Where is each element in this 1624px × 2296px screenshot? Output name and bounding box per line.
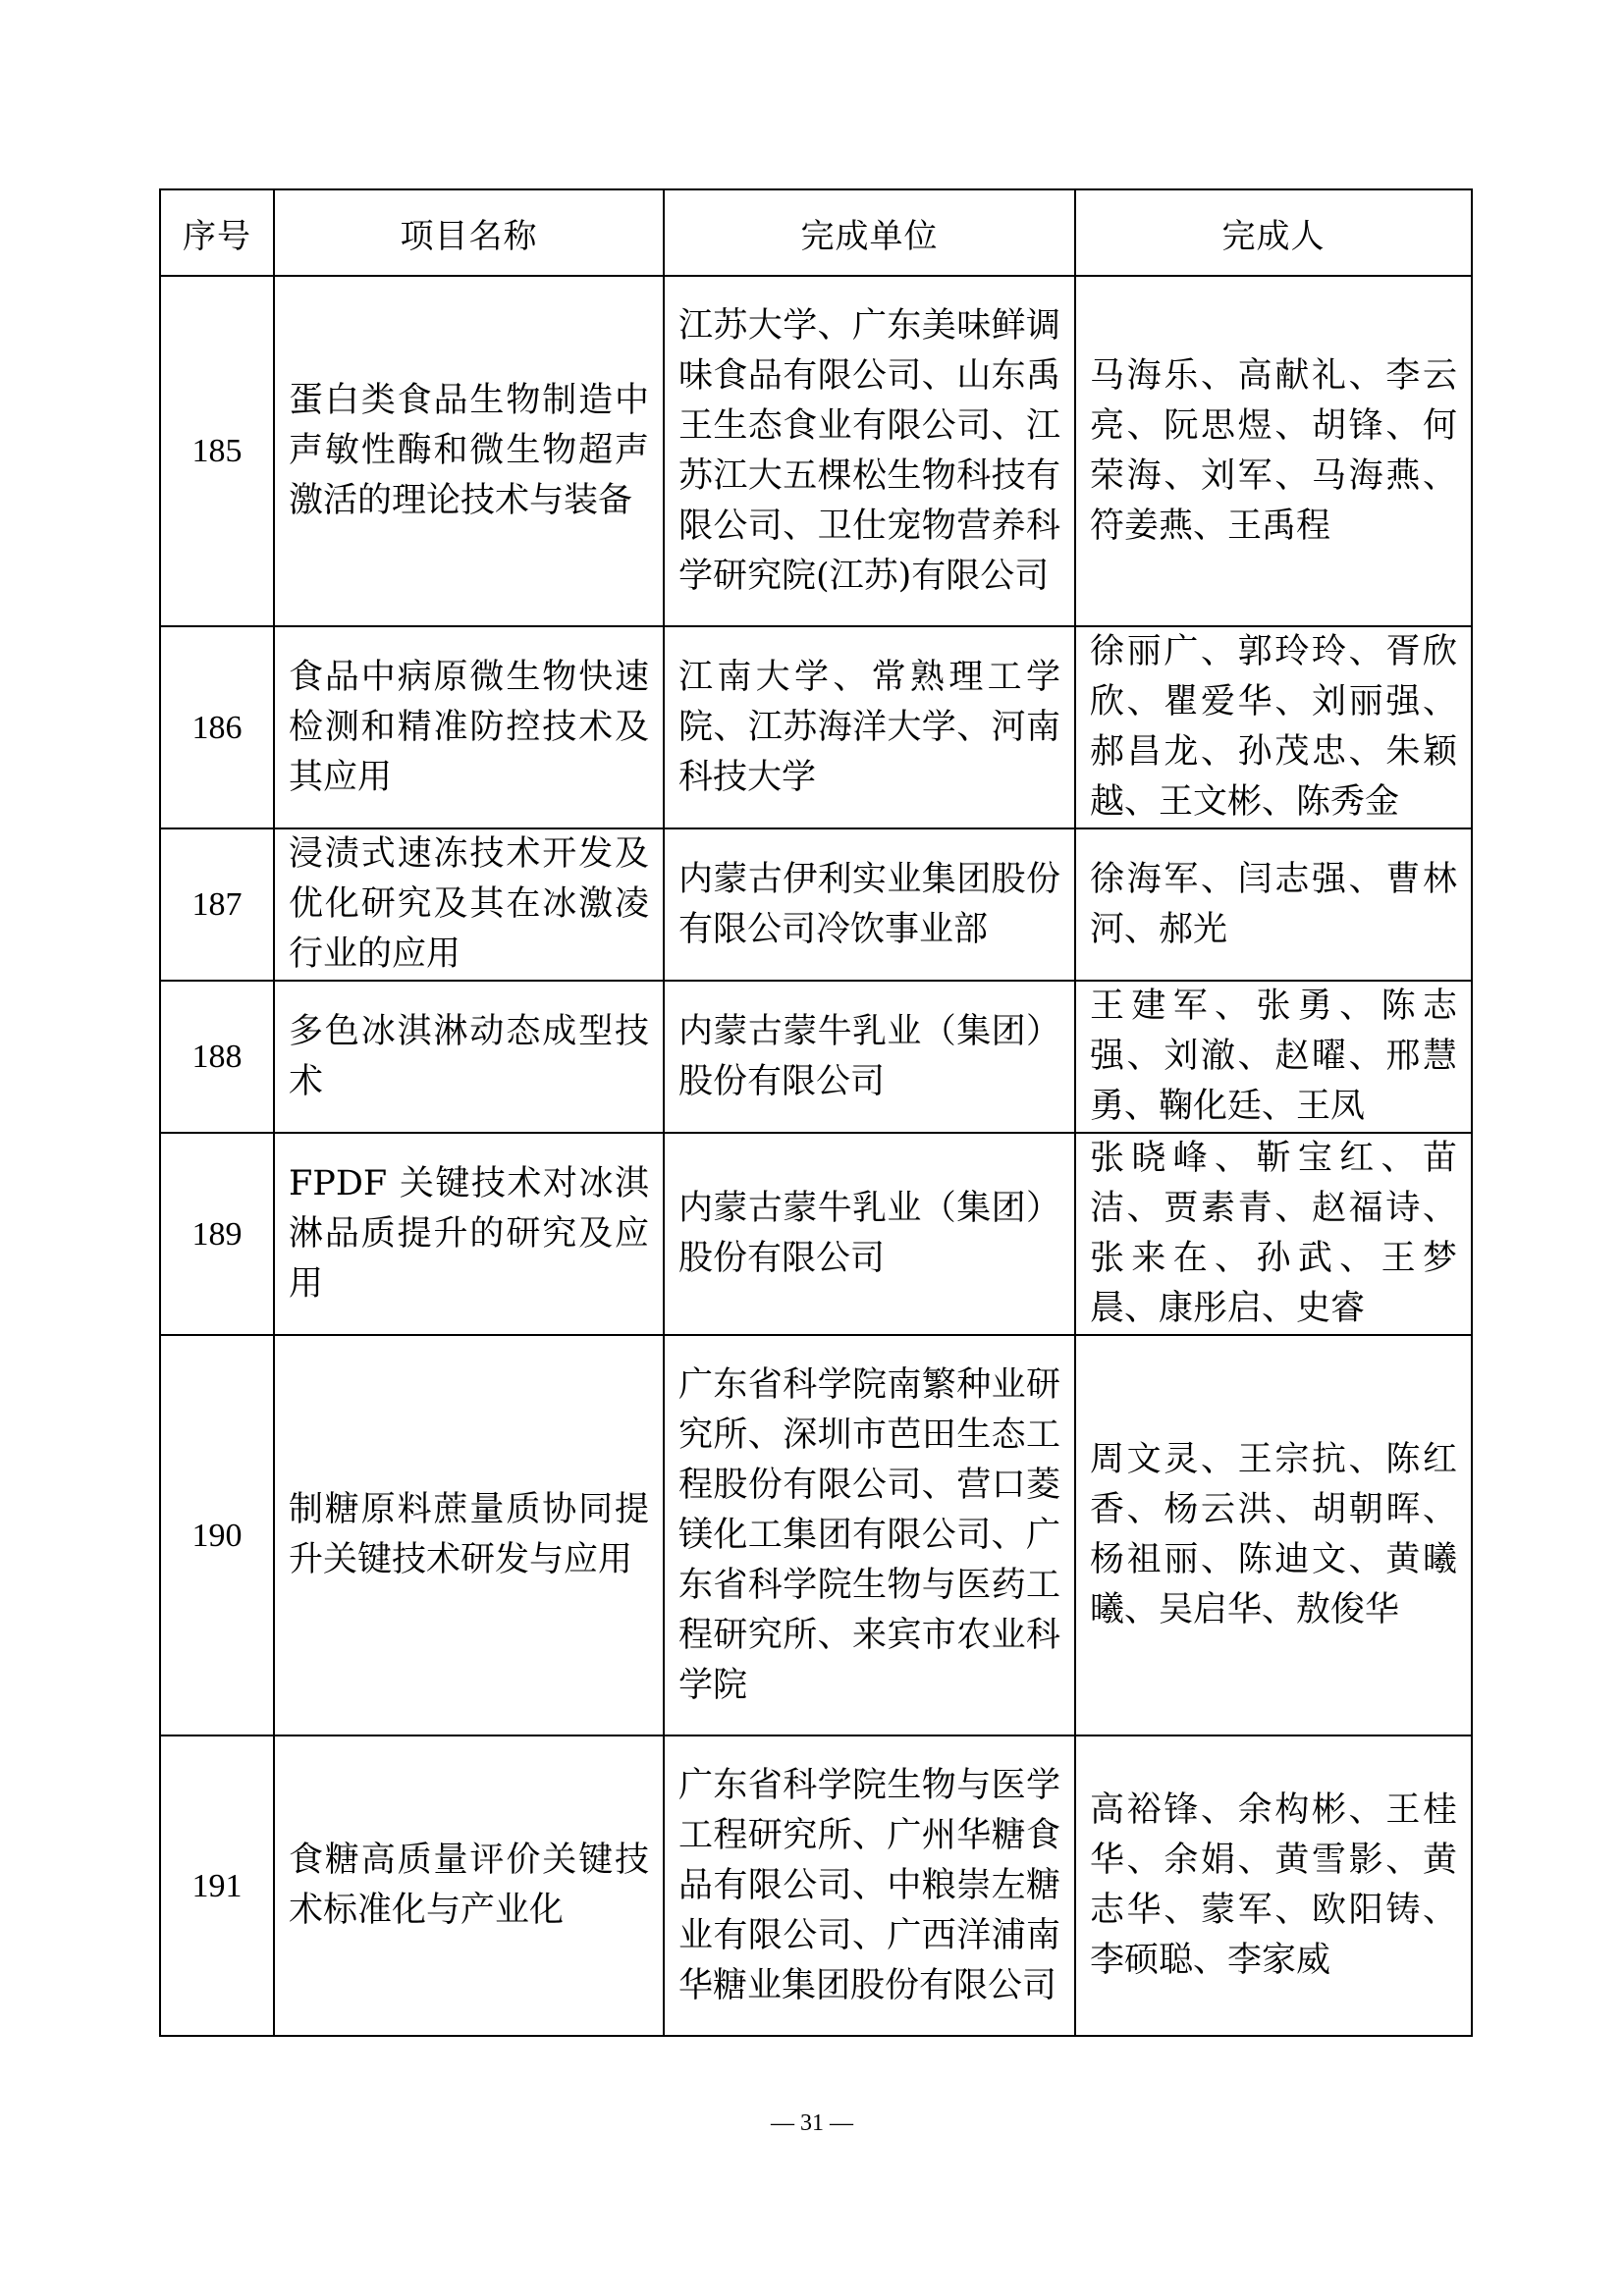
completing-units: 内蒙古蒙牛乳业（集团）股份有限公司 — [664, 981, 1075, 1133]
table-row — [160, 276, 1472, 626]
table-row — [160, 828, 1472, 981]
completing-persons: 高裕锋、余构彬、王桂华、余娟、黄雪影、黄志华、蒙军、欧阳铸、李硕聪、李家威 — [1075, 1735, 1472, 2036]
header-serial: 序号 — [160, 189, 274, 276]
completing-persons: 周文灵、王宗抗、陈红香、杨云洪、胡朝晖、杨祖丽、陈迪文、黄曦曦、吴启华、敖俊华 — [1075, 1335, 1472, 1735]
table-row — [160, 981, 1472, 1133]
project-name: 蛋白类食品生物制造中声敏性酶和微生物超声激活的理论技术与装备 — [274, 276, 664, 626]
completing-units: 广东省科学院生物与医学工程研究所、广州华糖食品有限公司、中粮崇左糖业有限公司、广西洋浦南华糖业集团股份有限公司 — [664, 1735, 1075, 2036]
completing-persons: 张晓峰、靳宝红、苗洁、贾素青、赵福诗、张来在、孙武、王梦晨、康彤启、史睿 — [1075, 1133, 1472, 1335]
row-number: 186 — [160, 626, 274, 828]
project-name: 浸渍式速冻技术开发及优化研究及其在冰激凌行业的应用 — [274, 828, 664, 981]
row-number: 189 — [160, 1133, 274, 1335]
project-name: 食品中病原微生物快速检测和精准防控技术及其应用 — [274, 626, 664, 828]
table-row — [160, 626, 1472, 828]
completing-persons: 徐丽广、郭玲玲、胥欣欣、瞿爱华、刘丽强、郝昌龙、孙茂忠、朱颖越、王文彬、陈秀金 — [1075, 626, 1472, 828]
table-row — [160, 1335, 1472, 1735]
completing-units: 江苏大学、广东美味鲜调味食品有限公司、山东禹王生态食业有限公司、江苏江大五棵松生物科技有限公司、卫仕宠物营养科学研究院(江苏)有限公司 — [664, 276, 1075, 626]
row-number: 187 — [160, 828, 274, 981]
project-name: 食糖高质量评价关键技术标准化与产业化 — [274, 1735, 664, 2036]
completing-persons: 王建军、张勇、陈志强、刘澈、赵曜、邢慧勇、鞠化廷、王凤 — [1075, 981, 1472, 1133]
project-name: 制糖原料蔗量质协同提升关键技术研发与应用 — [274, 1335, 664, 1735]
completing-units: 江南大学、常熟理工学院、江苏海洋大学、河南科技大学 — [664, 626, 1075, 828]
header-project-name: 项目名称 — [274, 189, 664, 276]
completing-units: 内蒙古伊利实业集团股份有限公司冷饮事业部 — [664, 828, 1075, 981]
table-row — [160, 1133, 1472, 1335]
row-number: 188 — [160, 981, 274, 1133]
row-number: 191 — [160, 1735, 274, 2036]
completing-persons: 徐海军、闫志强、曹林河、郝光 — [1075, 828, 1472, 981]
row-number: 190 — [160, 1335, 274, 1735]
page-number: — 31 — — [771, 2110, 853, 2136]
project-name: 多色冰淇淋动态成型技术 — [274, 981, 664, 1133]
header-completing-persons: 完成人 — [1075, 189, 1472, 276]
table-row — [160, 1735, 1472, 2036]
header-completing-units: 完成单位 — [664, 189, 1075, 276]
completing-units: 广东省科学院南繁种业研究所、深圳市芭田生态工程股份有限公司、营口菱镁化工集团有限公司、广东省科学院生物与医药工程研究所、来宾市农业科学院 — [664, 1335, 1075, 1735]
completing-persons: 马海乐、高献礼、李云亮、阮思煜、胡锋、何荣海、刘军、马海燕、符姜燕、王禹程 — [1075, 276, 1472, 626]
completing-units: 内蒙古蒙牛乳业（集团）股份有限公司 — [664, 1133, 1075, 1335]
project-name: FPDF 关键技术对冰淇淋品质提升的研究及应用 — [274, 1133, 664, 1335]
award-table — [159, 188, 1473, 2037]
row-number: 185 — [160, 276, 274, 626]
table-header-row — [160, 189, 1472, 276]
